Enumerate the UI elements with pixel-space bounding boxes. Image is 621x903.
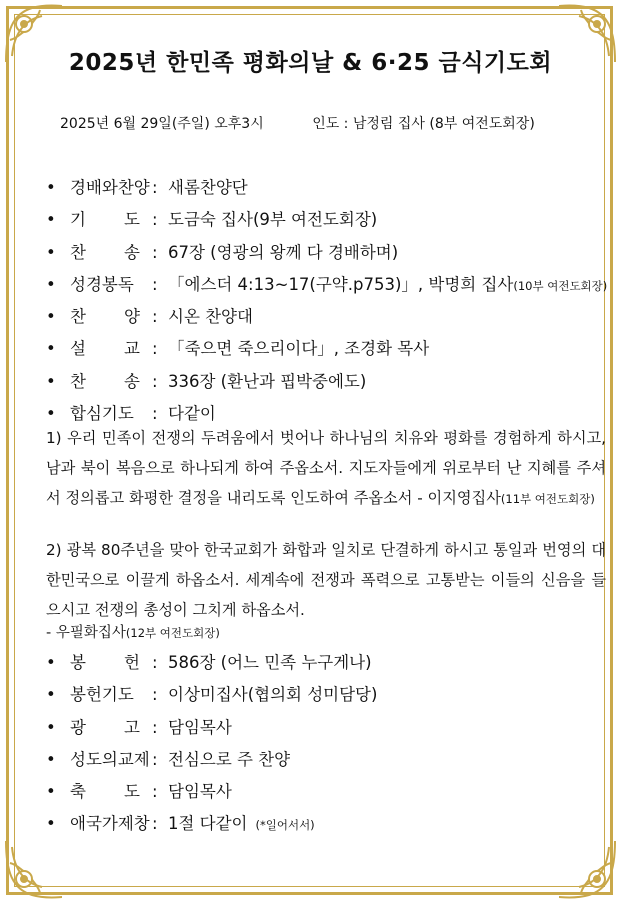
- separator: :: [152, 178, 158, 197]
- order-item-label-part: 도: [124, 782, 140, 802]
- order-item-note: (10부 여전도회장): [513, 278, 608, 293]
- order-item-label-part: 찬: [70, 371, 86, 391]
- order-item-value: [168, 776, 232, 808]
- separator: :: [152, 371, 158, 391]
- order-item: [46, 237, 606, 269]
- order-item-label: 경배와찬양: [70, 178, 150, 197]
- order-item-value-text: 「에스더 4:13~17(구약.p753)」, 박명희 집사: [168, 274, 514, 294]
- ornament-corner-icon: [555, 837, 619, 901]
- order-item-label-part: 축: [70, 782, 86, 802]
- order-item-label: 합심기도: [70, 404, 134, 424]
- order-item: [46, 647, 606, 679]
- bullet-icon: •: [46, 717, 56, 737]
- bullet-icon: •: [46, 782, 56, 802]
- order-item-label: 성경봉독: [70, 274, 134, 294]
- order-item: [46, 679, 606, 711]
- prayer-item-2-leader: - 우필화집사(12부 여전도회장): [46, 625, 220, 641]
- order-item-label: 성도의교제: [70, 749, 150, 769]
- order-item-label-part: 양: [124, 307, 140, 327]
- order-item-label-part: 고: [124, 717, 140, 737]
- separator: :: [152, 404, 158, 424]
- order-item-label-part: 교: [124, 339, 140, 359]
- separator: :: [152, 782, 158, 802]
- separator: :: [152, 242, 158, 262]
- order-item-value: [168, 269, 607, 302]
- bullet-icon: •: [46, 371, 56, 391]
- order-item-label: [70, 366, 152, 398]
- order-item-label-part: 설: [70, 339, 86, 359]
- order-item-label: [70, 301, 152, 333]
- order-item: [46, 744, 606, 776]
- separator: :: [152, 653, 158, 672]
- separator: :: [152, 814, 158, 834]
- bullet-icon: •: [46, 274, 56, 294]
- prayer-item-2: 2) 광복 80주년을 맞아 한국교회가 화합과 일치로 단결하게 하시고 통일과 번영의 대한민국으로 이끌게 하옵소서. 세계속에 전쟁과 폭력으로 고통받는 이들의 신음을 들으시고 전쟁의 총성이 그치게 하옵소서.: [46, 541, 606, 619]
- order-item-value-text: 586장 (어느 민족 누구게나): [168, 653, 372, 672]
- order-item-label-part: 송: [124, 242, 140, 262]
- bullet-icon: •: [46, 339, 56, 359]
- bullet-icon: •: [46, 307, 56, 327]
- service-info: [60, 113, 535, 133]
- bullet-icon: •: [46, 685, 56, 705]
- bullet-icon: •: [46, 653, 56, 672]
- order-item-value-text: 전심으로 주 찬양: [168, 749, 291, 769]
- order-item-label-part: 봉: [70, 653, 86, 672]
- order-item-value-text: 도금숙 집사(9부 여전도회장): [168, 210, 378, 230]
- order-item-value-text: 담임목사: [168, 717, 232, 737]
- order-item-label: [70, 204, 152, 236]
- order-item-value-text: 「죽으면 죽으리이다」, 조경화 목사: [168, 339, 430, 359]
- order-item-value-text: 이상미집사(협의회 성미담당): [168, 685, 378, 705]
- order-item: [46, 808, 606, 840]
- separator: :: [152, 339, 158, 359]
- order-item: [46, 333, 606, 365]
- separator: :: [152, 274, 158, 294]
- order-item-value: [168, 712, 232, 744]
- order-item-value: [168, 647, 372, 679]
- separator: :: [152, 210, 158, 230]
- separator: :: [152, 685, 158, 705]
- order-item-label-part: 헌: [124, 653, 140, 672]
- order-item-label-part: 찬: [70, 242, 86, 262]
- order-item-label-part: 도: [124, 210, 140, 230]
- order-item-value: [168, 679, 377, 711]
- order-item-value: [168, 301, 253, 333]
- order-item: [46, 301, 606, 333]
- order-item-value-text: 67장 (영광의 왕께 다 경배하며): [168, 242, 399, 262]
- order-item-value: [168, 366, 366, 398]
- separator: :: [152, 307, 158, 327]
- prayer-item-1: 1) 우리 민족이 전쟁의 두려움에서 벗어나 하나님의 치유와 평화를 경험하게 하시고, 남과 북이 복음으로 하나되게 하여 주옵소서. 지도자들에게 위로부터 난 지혜를 주셔서 정의롭고 화평한 결정을 내리도록 인도하여 주옵소서 - 이지영집사(11부 여전도회장): [46, 429, 606, 507]
- order-item-value-text: 새롬찬양단: [168, 178, 248, 197]
- order-item-value-text: 336장 (환난과 핍박중에도): [168, 371, 367, 391]
- bullet-icon: •: [46, 242, 56, 262]
- page-title: 2025년 한민족 평화의날 & 6·25 금식기도회: [68, 50, 553, 76]
- order-item-value-text: 담임목사: [168, 782, 232, 802]
- bullet-icon: •: [46, 178, 56, 197]
- order-item-value: [168, 333, 429, 365]
- order-item-label: 봉헌기도: [70, 685, 134, 705]
- bullet-icon: •: [46, 749, 56, 769]
- order-item-value-text: 다같이: [168, 404, 216, 424]
- order-item-label: [70, 776, 152, 808]
- order-item-label: [70, 333, 152, 365]
- order-item-value: [168, 237, 398, 269]
- order-item-label-part: 찬: [70, 307, 86, 327]
- order-item-label-part: 송: [124, 371, 140, 391]
- order-item-value-text: 시온 찬양대: [168, 307, 253, 327]
- service-date: 2025년 6월 29일(주일) 오후3시: [60, 116, 264, 132]
- order-item-value: [168, 204, 377, 236]
- order-of-service-list-2: [46, 647, 606, 841]
- order-item-label: 애국가제창: [70, 814, 150, 834]
- bullet-icon: •: [46, 814, 56, 834]
- order-item: [46, 172, 606, 204]
- order-item-value: [168, 172, 248, 204]
- order-item-value: [168, 744, 290, 776]
- service-leader: 인도 : 남정림 집사 (8부 여전도회장): [312, 116, 535, 132]
- order-of-service-list: [46, 172, 606, 430]
- separator: :: [152, 717, 158, 737]
- order-item-note: (*일어서서): [255, 818, 315, 833]
- bullet-icon: •: [46, 404, 56, 424]
- order-item-label-part: 광: [70, 717, 86, 737]
- ornament-corner-icon: [2, 837, 66, 901]
- bullet-icon: •: [46, 210, 56, 230]
- order-item: [46, 366, 606, 398]
- order-item-label: [70, 237, 152, 269]
- separator: :: [152, 749, 158, 769]
- order-item-value: [168, 808, 315, 841]
- order-item: [46, 776, 606, 808]
- order-item: [46, 204, 606, 236]
- order-item-label: [70, 647, 152, 679]
- order-item: [46, 712, 606, 744]
- order-item-value-text: 1절 다같이: [168, 814, 248, 834]
- order-item-label: [70, 712, 152, 744]
- order-item: [46, 269, 606, 301]
- order-item-label-part: 기: [70, 210, 86, 230]
